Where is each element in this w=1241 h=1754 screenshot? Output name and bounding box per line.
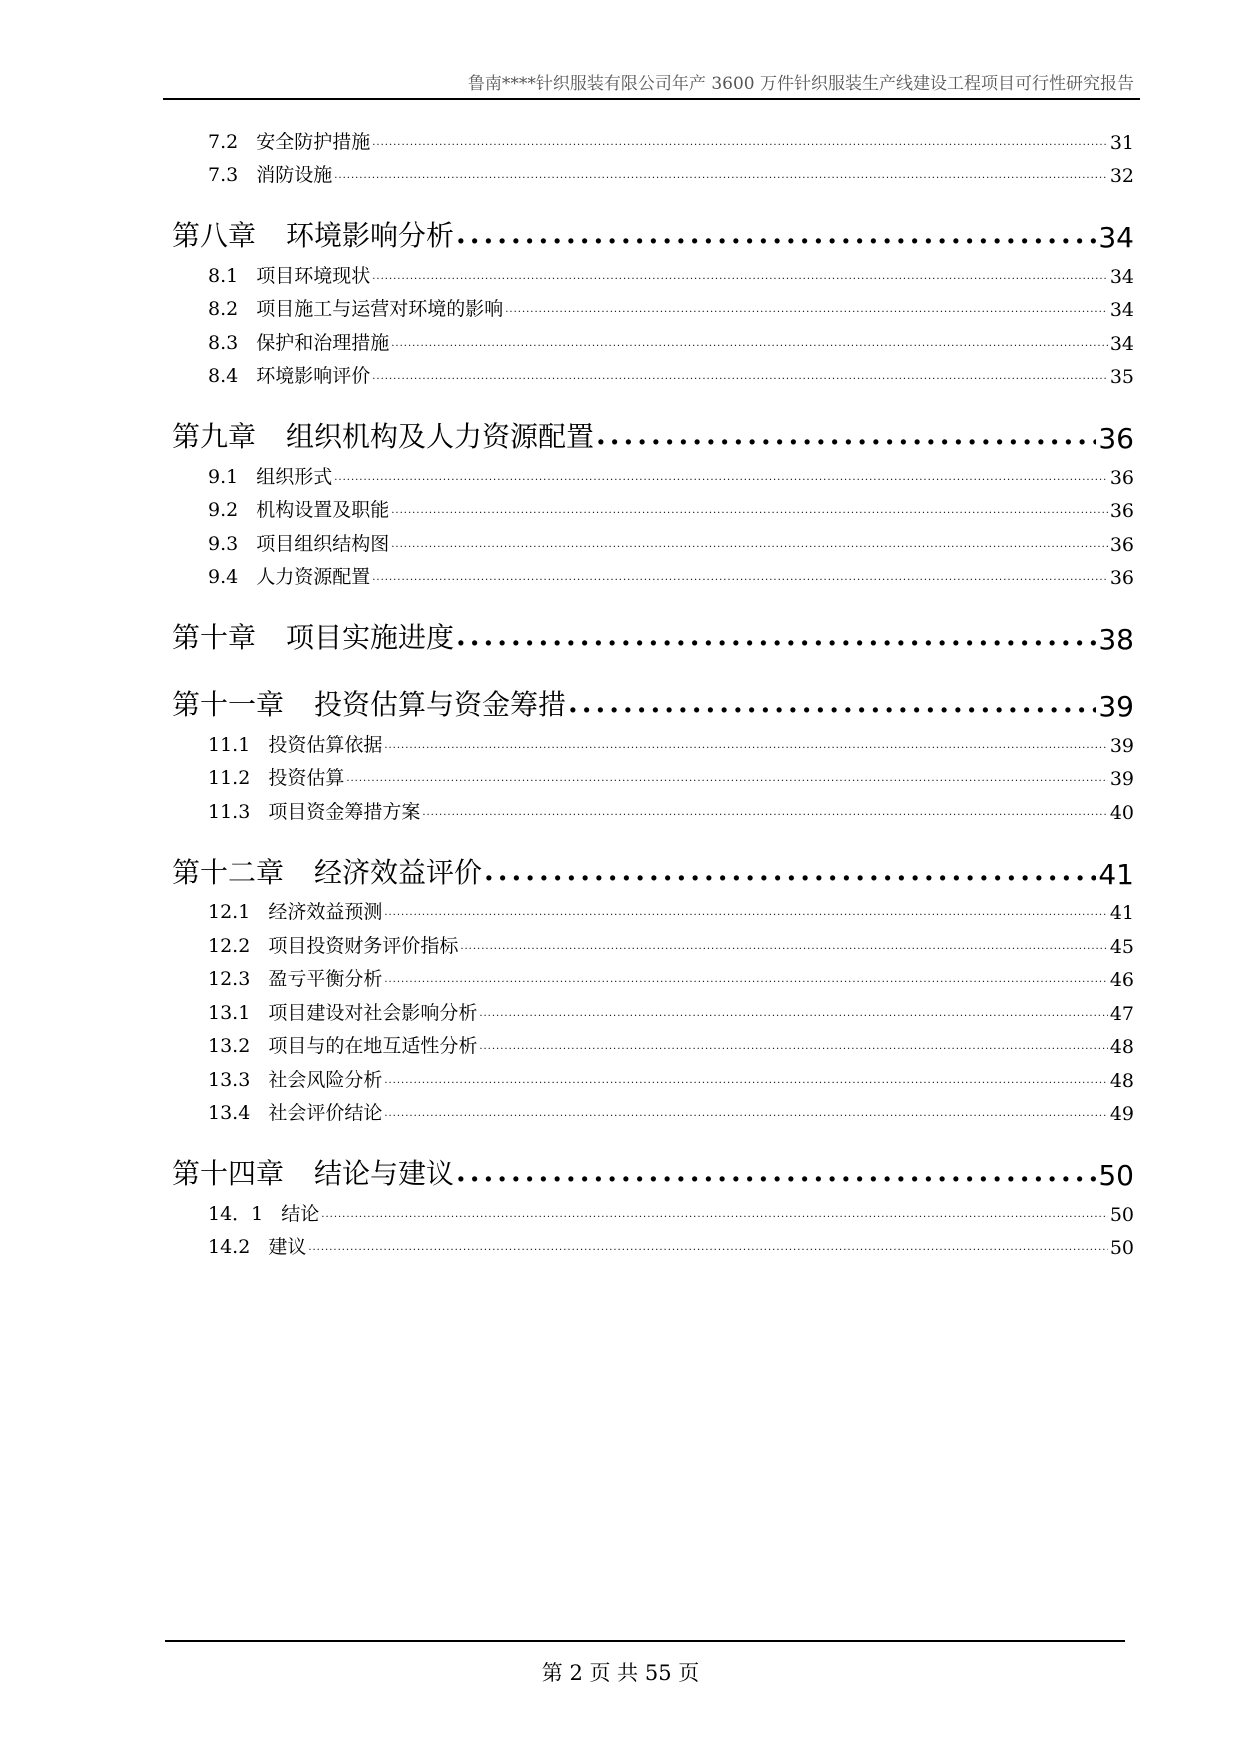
toc-page-number: 36 [1109, 567, 1134, 589]
toc-chapter-entry[interactable] [172, 388, 1134, 455]
toc-entry-title: 经济效益评价 [314, 855, 483, 889]
toc-entry-number: 第九章 [172, 420, 257, 453]
toc-dot-leader [568, 689, 1096, 723]
toc-entry-title: 建议 [268, 1236, 307, 1258]
toc-entry-number: 9.3 [208, 532, 239, 555]
toc-dot-leader [372, 272, 1108, 288]
toc-dot-leader [372, 138, 1108, 154]
toc-entry-label [208, 897, 382, 924]
toc-dot-leader [596, 421, 1096, 455]
toc-entry-label [208, 294, 503, 321]
toc-entry-number: 13.4 [208, 1102, 251, 1124]
toc-page-number: 46 [1109, 969, 1134, 991]
toc-entry-title: 投资估算 [268, 767, 345, 789]
toc-dot-leader [391, 339, 1108, 355]
toc-entry-label [208, 931, 458, 958]
toc-entry-title: 项目施工与运营对环境的影响 [256, 298, 504, 320]
toc-entry-title: 社会风险分析 [268, 1068, 383, 1091]
toc-page-number: 45 [1109, 935, 1134, 958]
toc-entry-label [172, 415, 594, 455]
toc-dot-leader [479, 1009, 1107, 1025]
toc-section-entry[interactable] [172, 321, 1134, 355]
toc-section-entry[interactable] [172, 1058, 1134, 1092]
toc-dot-leader [384, 741, 1107, 757]
toc-section-entry[interactable] [172, 1025, 1134, 1059]
toc-entry-title: 结论 [281, 1202, 320, 1225]
toc-page-number: 41 [1109, 902, 1134, 924]
toc-dot-leader [484, 857, 1096, 891]
toc-entry-title: 项目环境现状 [256, 264, 371, 287]
toc-entry-number: 第十章 [172, 621, 257, 654]
toc-entry-label [172, 851, 482, 891]
toc-entry-number: 12.3 [208, 968, 251, 990]
toc-entry-label [208, 361, 370, 388]
toc-entry-number: 9.4 [208, 566, 239, 588]
toc-section-entry[interactable] [172, 120, 1134, 154]
toc-page-number: 36 [1098, 422, 1134, 455]
toc-dot-leader [456, 220, 1096, 254]
toc-entry-title: 组织机构及人力资源配置 [286, 420, 595, 453]
toc-dot-leader [334, 473, 1108, 489]
toc-page-number: 34 [1109, 299, 1134, 321]
toc-entry-title: 项目与的在地互适性分析 [268, 1035, 478, 1057]
toc-chapter-entry[interactable] [172, 656, 1134, 723]
toc-section-entry[interactable] [172, 556, 1134, 590]
toc-dot-leader [372, 573, 1108, 589]
toc-dot-leader [479, 1042, 1107, 1058]
toc-entry-title: 人力资源配置 [256, 566, 371, 588]
toc-entry-title: 经济效益预测 [268, 901, 383, 923]
toc-dot-leader [346, 774, 1107, 790]
toc-entry-title: 消防设施 [256, 164, 333, 186]
toc-page-number: 48 [1109, 1036, 1134, 1058]
toc-section-entry[interactable] [172, 1192, 1134, 1226]
toc-entry-label [172, 616, 454, 656]
toc-entry-label [208, 562, 370, 589]
toc-entry-title: 盈亏平衡分析 [268, 968, 383, 990]
toc-section-entry[interactable] [172, 991, 1134, 1025]
toc-dot-leader [384, 908, 1107, 924]
toc-entry-title: 环境影响分析 [286, 219, 455, 252]
toc-section-entry[interactable] [172, 891, 1134, 925]
toc-entry-number: 8.2 [208, 298, 239, 320]
toc-entry-number: 12.1 [208, 901, 251, 923]
toc-entry-title: 机构设置及职能 [256, 499, 390, 521]
toc-entry-label [208, 529, 389, 556]
toc-entry-title: 投资估算与资金筹措 [314, 688, 567, 721]
toc-entry-number: 11.2 [208, 767, 251, 789]
toc-entry-title: 结论与建议 [314, 1157, 455, 1190]
toc-page-number: 36 [1109, 533, 1134, 556]
toc-entry-label [208, 998, 477, 1025]
toc-dot-leader [308, 1243, 1107, 1259]
toc-entry-label [208, 495, 389, 522]
toc-page-number: 41 [1098, 857, 1134, 891]
toc-section-entry[interactable] [172, 757, 1134, 791]
toc-dot-leader [384, 1109, 1107, 1125]
toc-page-number: 50 [1109, 1203, 1134, 1226]
toc-section-entry[interactable] [172, 958, 1134, 992]
toc-page-number: 34 [1109, 265, 1134, 288]
toc-entry-label [208, 1031, 477, 1058]
toc-entry-label [208, 160, 332, 187]
toc-entry-number: 11.3 [208, 800, 251, 823]
toc-page-number: 35 [1109, 366, 1134, 388]
toc-section-entry[interactable] [172, 288, 1134, 322]
toc-section-entry[interactable] [172, 522, 1134, 556]
toc-entry-number: 9.1 [208, 465, 239, 488]
toc-entry-title: 组织形式 [256, 465, 333, 488]
toc-entry-title: 社会评价结论 [268, 1102, 383, 1124]
toc-entry-label [208, 261, 370, 288]
toc-entry-number: 13.1 [208, 1001, 251, 1024]
toc-entry-label [208, 797, 420, 824]
toc-page-number: 32 [1109, 165, 1134, 187]
table-of-contents [172, 120, 1134, 1259]
toc-entry-label [208, 1065, 382, 1092]
page-header [163, 68, 1140, 100]
toc-page-number: 36 [1109, 500, 1134, 522]
toc-entry-number: 第十二章 [172, 855, 285, 889]
toc-entry-title: 项目实施进度 [286, 621, 455, 654]
header-title: 鲁南****针织服装有限公司年产 3600 万件针织服装生产线建设工程项目可行性研究报告 [467, 74, 1134, 94]
toc-page-number: 34 [1098, 221, 1134, 254]
toc-entry-number: 第十一章 [172, 688, 285, 721]
toc-entry-title: 项目投资财务评价指标 [268, 934, 459, 957]
toc-dot-leader [456, 1158, 1096, 1192]
toc-section-entry[interactable] [172, 1226, 1134, 1260]
toc-entry-label [208, 1098, 382, 1125]
toc-dot-leader [321, 1210, 1108, 1226]
toc-section-entry[interactable] [172, 355, 1134, 389]
toc-entry-title: 安全防护措施 [256, 130, 371, 153]
toc-entry-number: 14.2 [208, 1236, 251, 1258]
toc-dot-leader [384, 975, 1107, 991]
toc-entry-label [208, 1232, 306, 1259]
toc-entry-title: 项目资金筹措方案 [268, 800, 421, 823]
toc-entry-number: 13.2 [208, 1035, 251, 1057]
toc-entry-number: 7.2 [208, 130, 239, 153]
toc-section-entry[interactable] [172, 154, 1134, 188]
toc-entry-number: 7.3 [208, 164, 239, 186]
toc-entry-title: 项目建设对社会影响分析 [268, 1001, 478, 1024]
toc-entry-label [208, 1199, 319, 1226]
toc-entry-label [208, 763, 344, 790]
toc-section-entry[interactable] [172, 924, 1134, 958]
toc-entry-number: 第十四章 [172, 1157, 285, 1190]
toc-entry-number: 13.3 [208, 1068, 251, 1091]
toc-page-number: 48 [1109, 1069, 1134, 1092]
toc-section-entry[interactable] [172, 455, 1134, 489]
toc-entry-title: 投资估算依据 [268, 733, 383, 756]
toc-section-entry[interactable] [172, 489, 1134, 523]
toc-dot-leader [334, 171, 1108, 187]
toc-entry-label [208, 730, 382, 757]
toc-dot-leader [422, 808, 1107, 824]
toc-page-number: 50 [1098, 1159, 1134, 1192]
toc-page-number: 39 [1109, 768, 1134, 790]
toc-entry-label [172, 1152, 454, 1192]
toc-entry-label [208, 462, 332, 489]
toc-page-number: 50 [1109, 1237, 1134, 1259]
toc-chapter-entry[interactable] [172, 187, 1134, 254]
toc-entry-label [208, 964, 382, 991]
toc-entry-label [208, 328, 389, 355]
toc-entry-number: 11.1 [208, 733, 251, 756]
toc-entry-number: 8.3 [208, 331, 239, 354]
toc-section-entry[interactable] [172, 723, 1134, 757]
page-number: 第 2 页 共 55 页 [541, 1661, 700, 1685]
toc-page-number: 34 [1109, 332, 1134, 355]
toc-page-number: 40 [1109, 801, 1134, 824]
toc-chapter-entry[interactable] [172, 824, 1134, 891]
toc-dot-leader [391, 506, 1108, 522]
toc-dot-leader [372, 372, 1108, 388]
toc-page-number: 47 [1109, 1002, 1134, 1025]
toc-page-number: 39 [1098, 690, 1134, 723]
toc-entry-number: 14．1 [208, 1202, 264, 1225]
toc-entry-number: 8.1 [208, 264, 239, 287]
toc-dot-leader [505, 305, 1108, 321]
footer-divider [165, 1640, 1125, 1642]
toc-entry-number: 12.2 [208, 934, 251, 957]
toc-entry-title: 环境影响评价 [256, 365, 371, 387]
toc-entry-label [208, 127, 370, 154]
toc-page-number: 38 [1098, 623, 1134, 656]
toc-chapter-entry[interactable] [172, 589, 1134, 656]
toc-entry-number: 第八章 [172, 219, 257, 252]
toc-entry-title: 保护和治理措施 [256, 331, 390, 354]
toc-dot-leader [384, 1076, 1107, 1092]
toc-entry-number: 9.2 [208, 499, 239, 521]
toc-dot-leader [460, 942, 1107, 958]
toc-entry-label [172, 683, 566, 723]
toc-section-entry[interactable] [172, 1092, 1134, 1126]
toc-entry-number: 8.4 [208, 365, 239, 387]
toc-page-number: 31 [1109, 131, 1134, 154]
toc-entry-label [172, 214, 454, 254]
toc-dot-leader [391, 540, 1108, 556]
toc-dot-leader [456, 622, 1096, 656]
toc-page-number: 36 [1109, 466, 1134, 489]
toc-chapter-entry[interactable] [172, 1125, 1134, 1192]
toc-section-entry[interactable] [172, 254, 1134, 288]
toc-section-entry[interactable] [172, 790, 1134, 824]
toc-page-number: 39 [1109, 734, 1134, 757]
toc-entry-title: 项目组织结构图 [256, 532, 390, 555]
toc-page-number: 49 [1109, 1103, 1134, 1125]
